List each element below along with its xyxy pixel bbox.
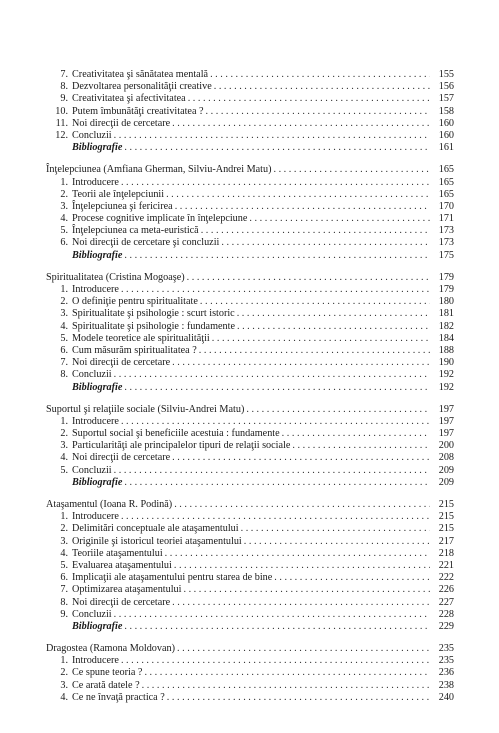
page-number: 197 <box>438 415 454 427</box>
page-number: 217 <box>438 535 454 547</box>
page-number: 192 <box>438 369 454 381</box>
entry-label: Noi direcţii de cercetare <box>72 596 171 608</box>
dot-leader <box>121 284 430 296</box>
toc-entry[interactable] <box>46 93 454 105</box>
dot-leader <box>124 621 430 633</box>
page-number: 179 <box>438 284 454 295</box>
chapter-title-entry[interactable] <box>46 499 454 511</box>
toc-section <box>46 69 454 154</box>
page-number: 175 <box>438 249 454 261</box>
chapter-title-entry[interactable] <box>46 404 454 416</box>
page-number: 236 <box>438 667 454 679</box>
toc-entry[interactable] <box>46 189 454 201</box>
page-number: 197 <box>438 428 454 440</box>
dot-leader <box>237 321 430 333</box>
dot-leader <box>165 548 430 560</box>
entry-label: Teorii ale înţelepciunii <box>72 188 165 200</box>
dot-leader <box>237 308 430 320</box>
dot-leader <box>124 250 430 262</box>
dot-leader <box>121 511 430 523</box>
dot-leader <box>241 523 430 535</box>
toc-entry[interactable] <box>46 321 454 333</box>
toc-entry[interactable] <box>46 81 454 93</box>
table-of-contents <box>46 69 454 704</box>
dot-leader <box>114 609 430 621</box>
page-number: 181 <box>438 308 454 320</box>
entry-number: 3. <box>60 535 68 547</box>
entry-number: 1. <box>60 415 68 427</box>
dot-leader <box>206 106 430 118</box>
entry-number: 2. <box>60 667 68 679</box>
page-number: 235 <box>438 655 454 667</box>
entry-number: 9. <box>60 93 68 105</box>
page-number: 158 <box>438 105 454 117</box>
toc-entry[interactable] <box>46 584 454 596</box>
entry-number: 3. <box>60 679 68 691</box>
entry-number: 2. <box>60 523 68 535</box>
entry-label: Originile şi istoricul teoriei ataşamentului <box>72 535 242 547</box>
entry-label: O definiţie pentru spiritualitate <box>72 296 198 308</box>
entry-label: Noi direcţii de cercetare <box>72 117 171 129</box>
entry-number: 2. <box>60 296 68 308</box>
entry-label: Înţelepciunea ca meta-euristică <box>72 225 199 237</box>
page-number: 160 <box>438 117 454 129</box>
entry-label: Procese cognitive implicate în înţelepciune <box>72 213 248 225</box>
dot-leader <box>124 477 430 489</box>
entry-label: Concluzii <box>72 369 112 381</box>
toc-entry[interactable] <box>46 308 454 320</box>
entry-label: Introducere <box>72 284 119 295</box>
page-number: 240 <box>438 691 454 703</box>
entry-label: Spiritualitate şi psihologie : scurt istoric <box>72 308 235 320</box>
toc-entry[interactable] <box>46 357 454 369</box>
entry-number: 2. <box>60 188 68 200</box>
dot-leader <box>177 643 430 655</box>
toc-entry[interactable] <box>46 130 454 142</box>
toc-entry[interactable] <box>46 118 454 130</box>
dot-leader <box>201 225 430 237</box>
dot-leader <box>121 655 430 667</box>
entry-number: 8. <box>60 596 68 608</box>
entry-number: 11. <box>55 117 68 129</box>
entry-number: 4. <box>60 691 68 703</box>
dot-leader <box>274 572 430 584</box>
entry-label: Implicaţii ale ataşamentului pentru starea de bine <box>72 572 273 584</box>
page-number: 215 <box>438 523 454 535</box>
chapter-title: Spiritualitatea (Cristina Mogoaşe) <box>46 271 185 283</box>
page-number: 208 <box>438 452 454 464</box>
toc-entry[interactable] <box>46 609 454 621</box>
page-number: 161 <box>438 142 454 154</box>
page-number: 165 <box>438 188 454 200</box>
dot-leader <box>210 69 430 81</box>
page-number: 228 <box>438 608 454 620</box>
entry-label: Noi direcţii de cercetare <box>72 357 171 369</box>
page-number: 229 <box>438 620 454 632</box>
dot-leader <box>200 296 430 308</box>
page-number: 197 <box>438 403 454 415</box>
page-number: 209 <box>438 476 454 488</box>
toc-entry[interactable] <box>46 548 454 560</box>
toc-entry[interactable] <box>46 572 454 584</box>
entry-number: 6. <box>60 237 68 249</box>
entry-label: Cum măsurăm spiritualitatea ? <box>72 344 197 356</box>
dot-leader <box>282 428 430 440</box>
entry-number: 7. <box>60 357 68 369</box>
bibliography-entry[interactable] <box>46 621 454 633</box>
dot-leader <box>174 499 430 511</box>
entry-label: Noi direcţii de cercetare <box>72 452 171 464</box>
page-number: 227 <box>438 596 454 608</box>
entry-label: Optimizarea ataşamentului <box>72 584 182 596</box>
bibliography-label: Bibliografie <box>72 620 123 632</box>
entry-number: 4. <box>60 320 68 332</box>
page-number: 192 <box>438 381 454 393</box>
toc-entry[interactable] <box>46 465 454 477</box>
entry-number: 5. <box>60 225 68 237</box>
dot-leader <box>244 536 430 548</box>
bibliography-label: Bibliografie <box>72 249 123 261</box>
entry-label: Modele teoretice ale spiritualităţii <box>72 332 210 344</box>
page-number: 218 <box>438 547 454 559</box>
dot-leader <box>166 189 430 201</box>
page-number: 222 <box>438 572 454 584</box>
entry-label: Introducere <box>72 415 119 427</box>
entry-number: 1. <box>60 511 68 523</box>
entry-label: Ce spune teoria ? <box>72 667 143 679</box>
entry-label: Particularităţi ale principalelor tipuri de relaţii sociale <box>72 440 291 452</box>
entry-number: 3. <box>60 308 68 320</box>
toc-section <box>46 643 454 704</box>
dot-leader <box>114 369 430 381</box>
entry-label: Introducere <box>72 655 119 667</box>
page-number: 160 <box>438 129 454 141</box>
chapter-title: Suportul şi relaţiile sociale (Silviu-Andrei Matu) <box>46 403 245 415</box>
dot-leader <box>187 272 430 284</box>
dot-leader <box>221 237 430 249</box>
entry-number: 2. <box>60 428 68 440</box>
chapter-title: Ataşamentul (Ioana R. Podină) <box>46 499 173 510</box>
dot-leader <box>121 177 430 189</box>
page-number: 170 <box>438 200 454 212</box>
page-number: 226 <box>438 584 454 596</box>
toc-entry[interactable] <box>46 655 454 667</box>
page-number: 221 <box>438 559 454 571</box>
page-number: 155 <box>438 69 454 80</box>
entry-label: Suportul social şi beneficiile acestuia : fundamente <box>72 428 280 440</box>
dot-leader <box>124 382 430 394</box>
dot-leader <box>273 164 430 176</box>
bibliography-entry[interactable] <box>46 477 454 489</box>
entry-label: Creativitatea şi sănătatea mentală <box>72 69 209 80</box>
page-number: 209 <box>438 464 454 476</box>
toc-entry[interactable] <box>46 284 454 296</box>
bibliography-label: Bibliografie <box>72 476 123 488</box>
toc-entry[interactable] <box>46 416 454 428</box>
page-number: 235 <box>438 643 454 655</box>
toc-entry[interactable] <box>46 106 454 118</box>
page-number: 238 <box>438 679 454 691</box>
chapter-title-entry[interactable] <box>46 643 454 655</box>
entry-label: Înţelepciunea şi fericirea <box>72 200 173 212</box>
bibliography-label: Bibliografie <box>72 142 123 154</box>
toc-entry[interactable] <box>46 201 454 213</box>
toc-entry[interactable] <box>46 511 454 523</box>
entry-number: 6. <box>60 344 68 356</box>
dot-leader <box>167 692 430 704</box>
bibliography-entry[interactable] <box>46 382 454 394</box>
entry-number: 8. <box>60 81 68 93</box>
toc-entry[interactable] <box>46 225 454 237</box>
entry-number: 3. <box>60 440 68 452</box>
bibliography-entry[interactable] <box>46 142 454 154</box>
dot-leader <box>172 118 430 130</box>
toc-entry[interactable] <box>46 345 454 357</box>
dot-leader <box>144 667 430 679</box>
entry-number: 7. <box>60 69 68 80</box>
toc-entry[interactable] <box>46 428 454 440</box>
page-number: 188 <box>438 344 454 356</box>
entry-number: 3. <box>60 200 68 212</box>
dot-leader <box>121 416 430 428</box>
toc-entry[interactable] <box>46 667 454 679</box>
toc-entry[interactable] <box>46 369 454 381</box>
toc-entry[interactable] <box>46 560 454 572</box>
toc-entry[interactable] <box>46 177 454 189</box>
page-number: 179 <box>438 271 454 283</box>
dot-leader <box>124 142 430 154</box>
toc-entry[interactable] <box>46 213 454 225</box>
toc-entry[interactable] <box>46 69 454 81</box>
page-number: 173 <box>438 237 454 249</box>
page-number: 157 <box>438 93 454 105</box>
page-number: 190 <box>438 357 454 369</box>
dot-leader <box>114 465 430 477</box>
toc-entry[interactable] <box>46 523 454 535</box>
dot-leader <box>172 357 430 369</box>
chapter-title-entry[interactable] <box>46 272 454 284</box>
page-number: 182 <box>438 320 454 332</box>
toc-section <box>46 404 454 489</box>
entry-label: Dezvoltarea personalităţii creative <box>72 81 212 93</box>
toc-entry[interactable] <box>46 440 454 452</box>
dot-leader <box>199 345 430 357</box>
page-number: 165 <box>438 176 454 188</box>
dot-leader <box>246 404 430 416</box>
entry-label: Noi direcţii de cercetare şi concluzii <box>72 237 220 249</box>
entry-label: Spiritualitate şi psihologie : fundamente <box>72 320 235 332</box>
page-number: 215 <box>438 499 454 510</box>
dot-leader <box>174 560 430 572</box>
entry-label: Concluzii <box>72 129 112 141</box>
dot-leader <box>172 597 430 609</box>
dot-leader <box>249 213 430 225</box>
entry-label: Evaluarea ataşamentului <box>72 559 172 571</box>
entry-label: Ce ne învaţă practica ? <box>72 691 165 703</box>
entry-number: 9. <box>60 608 68 620</box>
dot-leader <box>183 584 430 596</box>
entry-number: 10. <box>55 105 68 117</box>
page-number: 165 <box>438 164 454 176</box>
entry-number: 5. <box>60 559 68 571</box>
chapter-title: Dragostea (Ramona Moldovan) <box>46 643 176 655</box>
bibliography-entry[interactable] <box>46 250 454 262</box>
toc-entry[interactable] <box>46 692 454 704</box>
entry-label: Teoriile ataşamentului <box>72 547 163 559</box>
entry-number: 12. <box>55 129 68 141</box>
toc-entry[interactable] <box>46 237 454 249</box>
entry-number: 1. <box>60 176 68 188</box>
toc-section <box>46 272 454 394</box>
entry-number: 6. <box>60 572 68 584</box>
page-number: 171 <box>438 213 454 225</box>
dot-leader <box>142 680 430 692</box>
dot-leader <box>188 93 430 105</box>
page-number: 200 <box>438 440 454 452</box>
toc-entry[interactable] <box>46 680 454 692</box>
dot-leader <box>212 333 430 345</box>
toc-entry[interactable] <box>46 597 454 609</box>
entry-label: Concluzii <box>72 608 112 620</box>
entry-number: 7. <box>60 584 68 596</box>
toc-entry[interactable] <box>46 333 454 345</box>
dot-leader <box>114 130 430 142</box>
entry-number: 1. <box>60 284 68 295</box>
toc-section <box>46 164 454 262</box>
toc-entry[interactable] <box>46 296 454 308</box>
entry-number: 4. <box>60 452 68 464</box>
dot-leader <box>292 440 430 452</box>
chapter-title-entry[interactable] <box>46 164 454 176</box>
entry-label: Introducere <box>72 176 119 188</box>
page-number: 156 <box>438 81 454 93</box>
entry-number: 5. <box>60 464 68 476</box>
page-number: 184 <box>438 332 454 344</box>
chapter-title: Înţelepciunea (Amfiana Gherman, Silviu-Andrei Matu) <box>46 164 272 176</box>
bibliography-label: Bibliografie <box>72 381 123 393</box>
page-number: 173 <box>438 225 454 237</box>
page-number: 215 <box>438 511 454 523</box>
entry-number: 4. <box>60 213 68 225</box>
dot-leader <box>172 452 430 464</box>
toc-entry[interactable] <box>46 536 454 548</box>
entry-label: Ce arată datele ? <box>72 679 140 691</box>
toc-entry[interactable] <box>46 452 454 464</box>
entry-label: Delimitări conceptuale ale ataşamentului <box>72 523 239 535</box>
entry-number: 8. <box>60 369 68 381</box>
entry-label: Introducere <box>72 511 119 523</box>
entry-number: 1. <box>60 655 68 667</box>
entry-number: 4. <box>60 547 68 559</box>
toc-section <box>46 499 454 633</box>
entry-label: Putem îmbunătăţi creativitatea ? <box>72 105 204 117</box>
page-number: 180 <box>438 296 454 308</box>
entry-number: 5. <box>60 332 68 344</box>
dot-leader <box>214 81 430 93</box>
entry-label: Creativitatea şi afectivitatea <box>72 93 186 105</box>
entry-label: Concluzii <box>72 464 112 476</box>
dot-leader <box>175 201 430 213</box>
